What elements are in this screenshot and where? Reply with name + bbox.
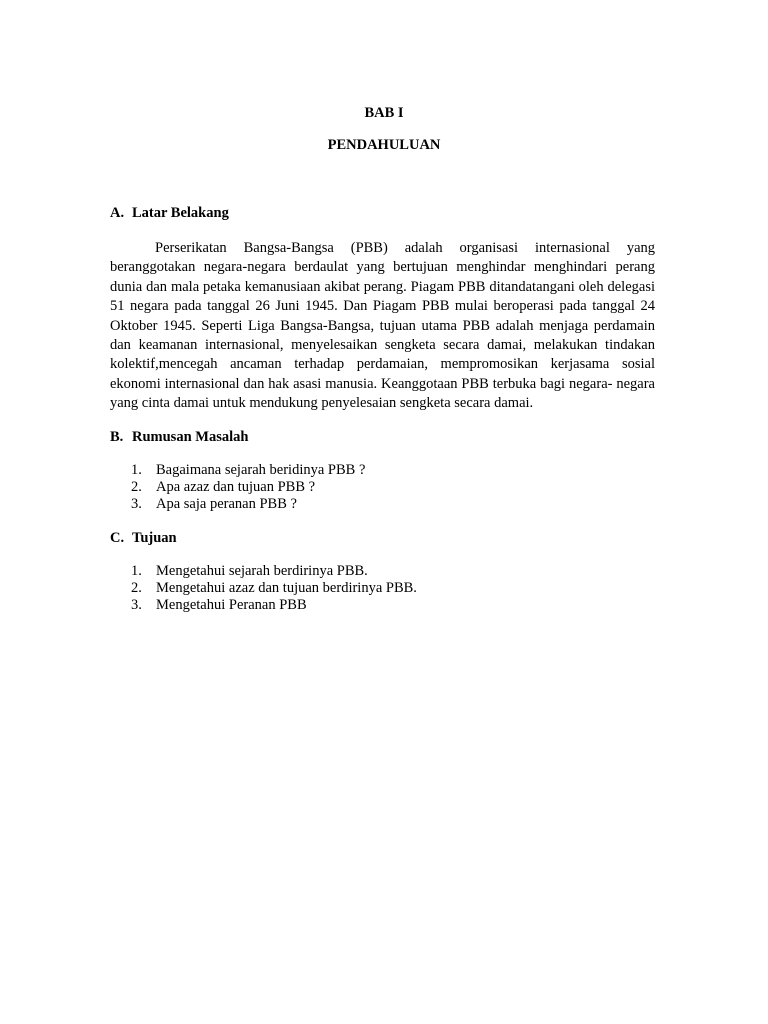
- section-heading-tujuan: [110, 530, 177, 547]
- list-text: Mengetahui sejarah berdirinya PBB.: [156, 563, 368, 579]
- list-text: Apa azaz dan tujuan PBB ?: [156, 479, 316, 495]
- list-number: 2.: [131, 580, 142, 596]
- list-item: [131, 462, 365, 479]
- list-item: [131, 563, 417, 580]
- section-letter: C.: [110, 530, 125, 546]
- list-number: 1.: [131, 563, 142, 579]
- section-title: Tujuan: [132, 530, 177, 546]
- section-title: Latar Belakang: [132, 205, 229, 221]
- section-letter: A.: [110, 205, 125, 221]
- problem-list: [131, 462, 365, 513]
- section-heading-latar-belakang: [110, 205, 229, 222]
- background-paragraph: Perserikatan Bangsa-Bangsa (PBB) adalah organisasi internasional yang beranggotakan negara-negara berdaulat yang bertujuan menghindar menghindari perang dunia dan mala petaka kemanusiaan akibat perang. Piagam PBB ditandatangani oleh delegasi 51 negara pada tanggal 26 Juni 1945. Dan Piagam PBB mulai beroperasi pada tanggal 24 Oktober 1945. Seperti Liga Bangsa-Bangsa, tujuan utama PBB adalah menjaga perdamain dan keamanan internasional, menyelesaikan sengketa secara damai, melakukan tindakan kolektif,mencegah ancaman terhadap perdamaian, mempromosikan kerjasama sosial ekonomi internasional dan hak asasi manusia. Keanggotaan PBB terbuka bagi negara- negara yang cinta damai untuk mendukung penyelesaian sengketa secara damai.: [110, 240, 655, 412]
- list-number: 2.: [131, 479, 142, 495]
- list-number: 3.: [131, 496, 142, 512]
- section-heading-rumusan-masalah: [110, 429, 248, 446]
- section-title: Rumusan Masalah: [132, 429, 249, 445]
- list-item: [131, 580, 417, 597]
- list-item: [131, 479, 365, 496]
- list-item: [131, 597, 417, 614]
- list-text: Mengetahui Peranan PBB: [156, 597, 307, 613]
- chapter-title: PENDAHULUAN: [327, 137, 441, 153]
- list-item: [131, 496, 365, 513]
- chapter-heading: BAB I: [364, 105, 404, 121]
- list-text: Bagaimana sejarah beridinya PBB ?: [156, 462, 366, 478]
- section-letter: B.: [110, 429, 124, 445]
- list-number: 1.: [131, 462, 142, 478]
- list-text: Mengetahui azaz dan tujuan berdirinya PBB.: [156, 580, 417, 596]
- goal-list: [131, 563, 417, 614]
- list-text: Apa saja peranan PBB ?: [156, 496, 297, 512]
- list-number: 3.: [131, 597, 142, 613]
